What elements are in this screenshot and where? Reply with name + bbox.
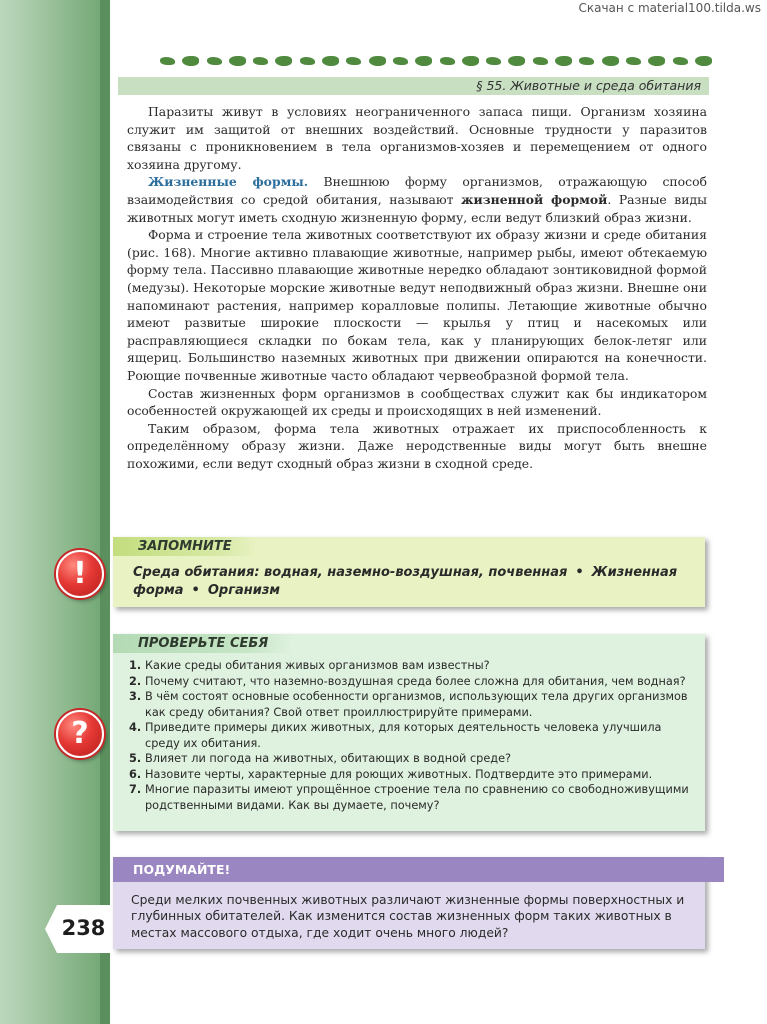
- think-title: ПОДУМАЙТЕ!: [113, 857, 724, 882]
- remember-terms: [133, 564, 693, 600]
- animal-silhouettes-strip: [160, 51, 712, 71]
- remember-box: [113, 537, 705, 607]
- animal-silhouette-icon: [346, 57, 361, 65]
- question-item: [129, 720, 694, 751]
- inline-heading-life-forms: Жизненные формы.: [148, 174, 309, 190]
- section-title: § 55. Животные и среда обитания: [476, 78, 701, 93]
- question-item: [129, 689, 694, 720]
- paragraph-text: Внешнюю форму организмов, отражающую способ взаимодействия со средой обитания, называют: [127, 174, 708, 207]
- question-item: [129, 767, 694, 783]
- self-check-title: ПРОВЕРЬТЕ СЕБЯ: [113, 634, 292, 653]
- paragraph-conclusion: Таким образом, форма тела животных отражает их приспособленность к определённому образу жизни. Даже неродственные виды могут быть внешне похожими, если ведут сходный образ жизни в сходной среде.: [127, 420, 707, 471]
- paragraph-indicator: Состав жизненных форм организмов в сообществах служит как бы индикатором особенностей окружающей их среды и происходящих в ней изменений.: [127, 385, 707, 419]
- bullet: •: [575, 565, 584, 580]
- page-number-tab: [45, 905, 110, 953]
- animal-silhouette-icon: [462, 56, 479, 66]
- animal-silhouette-icon: [486, 57, 501, 65]
- animal-silhouette-icon: [160, 57, 175, 65]
- question-number: 5.: [129, 752, 142, 765]
- animal-silhouette-icon: [440, 57, 455, 65]
- page-number: 238: [61, 916, 106, 940]
- question-text: Какие среды обитания живых организмов вам известны?: [145, 659, 490, 672]
- animal-silhouette-icon: [253, 57, 268, 65]
- paragraph-text: . Разные виды животных могут иметь сходную жизненную форму, если ведут близкий образ жизни.: [127, 191, 707, 225]
- question-text: Приведите примеры диких животных, для которых деятельность человека улучшила среду их обитания.: [145, 721, 662, 750]
- animal-silhouette-icon: [555, 56, 572, 66]
- animal-silhouette-icon: [322, 56, 339, 66]
- section-header-bar: [118, 77, 709, 95]
- question-number: 2.: [129, 674, 142, 688]
- paragraph-body-shape: Форма и строение тела животных соответствуют их образу жизни и среде обитания (рис. 168). Многие активно плавающие животные, например рыбы, имеют обтекаемую форму тела. Пассивно плавающие животные нередко обладают зонтиковидной формой (медузы). Некоторые морские животные ведут неподвижный образ жизни. Внешне они напоминают растения, например коралловые полипы. Летающие животные обычно имеют развитые широкие плоскости — крылья у птиц и насекомых или расправляющиеся складки по бокам тела, как у планирующих белок-летяг или ящериц. Большинство наземных животных при движении опираются на конечности. Роющие почвенные животные часто обладают червеобразной формой тела.: [127, 227, 707, 383]
- question-text: Назовите черты, характерные для роющих животных. Подтвердите это примерами.: [145, 767, 653, 781]
- animal-silhouette-icon: [626, 57, 641, 65]
- left-margin-band-edge: [100, 0, 110, 1024]
- question-number: 7.: [129, 783, 142, 796]
- source-watermark: Скачан с material100.tilda.ws: [578, 1, 761, 15]
- question-text: Многие паразиты имеют упрощённое строение тела по сравнению со свободноживущими родственными видами. Как вы думаете, почему?: [145, 783, 689, 812]
- paragraph-life-forms: [127, 173, 707, 226]
- question-text: Почему считают, что наземно-воздушная среда более сложна для обитания, чем водная?: [145, 674, 686, 688]
- question-icon: ?: [56, 710, 104, 758]
- exclamation-icon: !: [56, 550, 104, 598]
- question-item: [129, 751, 694, 767]
- think-text: Среди мелких почвенных животных различают жизненные формы поверхностных и глубинных обитателей. Как изменится состав жизненных форм таких животных в местах массового отдыха, где ходит очень много людей?: [131, 893, 685, 940]
- animal-silhouette-icon: [275, 56, 292, 66]
- think-box: [113, 857, 705, 949]
- remember-title: ЗАПОМНИТЕ: [113, 537, 256, 556]
- remember-term: Организм: [207, 583, 281, 598]
- animal-silhouette-icon: [369, 56, 386, 66]
- animal-silhouette-icon: [508, 56, 525, 66]
- bullet: •: [191, 583, 200, 598]
- animal-silhouette-icon: [182, 56, 199, 66]
- animal-silhouette-icon: [415, 56, 432, 66]
- animal-silhouette-icon: [393, 57, 408, 65]
- animal-silhouette-icon: [579, 57, 594, 65]
- remember-term: Среда обитания: водная, наземно-воздушная, почвенная: [133, 565, 568, 580]
- animal-silhouette-icon: [602, 56, 619, 66]
- main-text: [127, 103, 707, 472]
- question-item: [129, 658, 694, 674]
- animal-silhouette-icon: [695, 56, 712, 66]
- animal-silhouette-icon: [648, 56, 665, 66]
- self-check-box: [113, 634, 705, 831]
- left-margin-band: [0, 0, 108, 1024]
- question-number: 3.: [129, 690, 142, 703]
- question-number: 4.: [129, 721, 142, 734]
- animal-silhouette-icon: [229, 56, 246, 66]
- question-number: 1.: [129, 659, 142, 672]
- animal-silhouette-icon: [533, 57, 548, 65]
- question-list: [129, 658, 694, 813]
- question-text: В чём состоят основные особенности организмов, использующих тела других организмов как среду обитания? Свой ответ проиллюстрируйте примерами.: [145, 690, 688, 719]
- remember-term: Жизненная форма: [133, 565, 678, 598]
- animal-silhouette-icon: [207, 57, 222, 65]
- paragraph-parasites: Паразиты живут в условиях неограниченного запаса пищи. Организм хозяина служит им защитой от внешних воздействий. Основные трудности у паразитов связаны с проникновением в тела организмов-хозяев и перемещением от одного хозяина другому.: [127, 104, 707, 172]
- question-number: 6.: [129, 767, 142, 781]
- question-text: Влияет ли погода на животных, обитающих в водной среде?: [145, 752, 512, 765]
- bold-term: жизненной формой: [461, 191, 608, 207]
- animal-silhouette-icon: [673, 57, 688, 65]
- animal-silhouette-icon: [300, 57, 315, 65]
- question-item: [129, 674, 694, 690]
- question-item: [129, 782, 694, 813]
